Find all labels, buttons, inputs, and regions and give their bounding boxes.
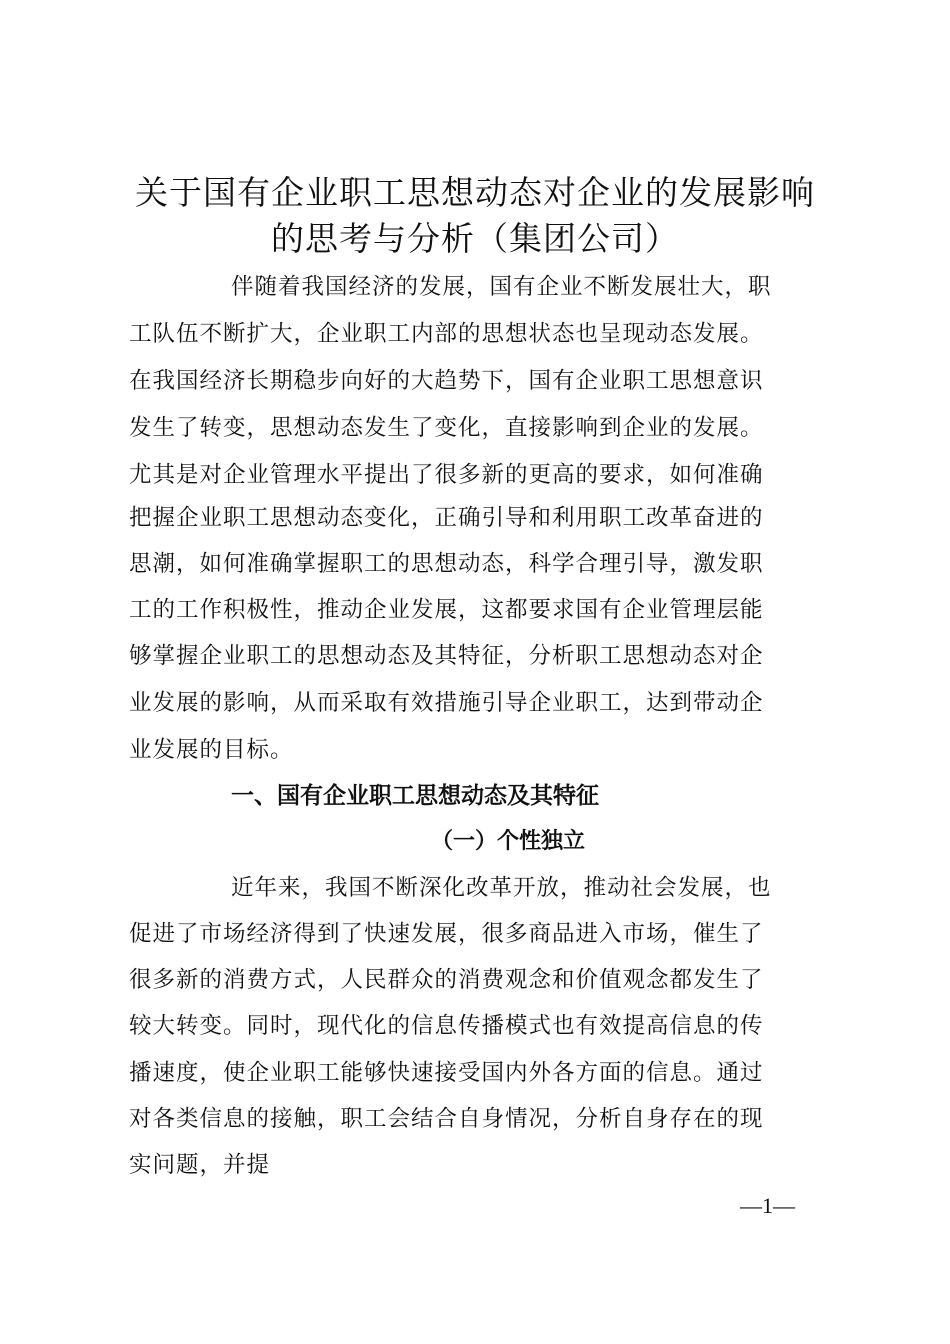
intro-line: 业发展的目标。 (129, 737, 294, 763)
intro-line: 伴随着我国经济的发展，国有企业不断发展壮大，职 (231, 274, 772, 300)
intro-line: 尤其是对企业管理水平提出了很多新的更高的要求，如何准确 (129, 462, 764, 488)
intro-line: 在我国经济长期稳步向好的大趋势下，国有企业职工思想意识 (129, 368, 764, 394)
section-line: 近年来，我国不断深化改革开放，推动社会发展，也 (231, 875, 772, 901)
document-title-line-1: 关于国有企业职工思想动态对企业的发展影响 (135, 173, 815, 212)
section-line: 对各类信息的接触，职工会结合自身情况，分析自身存在的现 (129, 1106, 764, 1132)
section-line: 较大转变。同时，现代化的信息传播模式也有效提高信息的传 (129, 1013, 764, 1039)
section-line: 实问题，并提 (129, 1152, 271, 1178)
section-line: 很多新的消费方式，人民群众的消费观念和价值观念都发生了 (129, 967, 764, 993)
intro-line: 发生了转变，思想动态发生了变化，直接影响到企业的发展。 (129, 415, 764, 441)
intro-line: 业发展的影响，从而采取有效措施引导企业职工，达到带动企 (129, 690, 764, 716)
section-line: 促进了市场经济得到了快速发展，很多商品进入市场，催生了 (129, 921, 764, 947)
intro-line: 工队伍不断扩大，企业职工内部的思想状态也呈现动态发展。 (129, 321, 764, 347)
intro-line: 把握企业职工思想动态变化，正确引导和利用职工改革奋进的 (129, 505, 764, 531)
section-heading: 一、国有企业职工思想动态及其特征 (231, 783, 599, 809)
intro-line: 工的工作积极性，推动企业发展，这都要求国有企业管理层能 (129, 597, 764, 623)
subsection-heading: （一）个性独立 (430, 828, 585, 854)
document-title-line-2: 的思考与分析（集团公司） (271, 219, 679, 258)
intro-line: 思潮，如何准确掌握职工的思想动态，科学合理引导，激发职 (129, 551, 764, 577)
intro-line: 够掌握企业职工的思想动态及其特征，分析职工思想动态对企 (129, 643, 764, 669)
page-number: —1— (740, 1193, 795, 1218)
section-line: 播速度，使企业职工能够快速接受国内外各方面的信息。通过 (129, 1060, 764, 1086)
